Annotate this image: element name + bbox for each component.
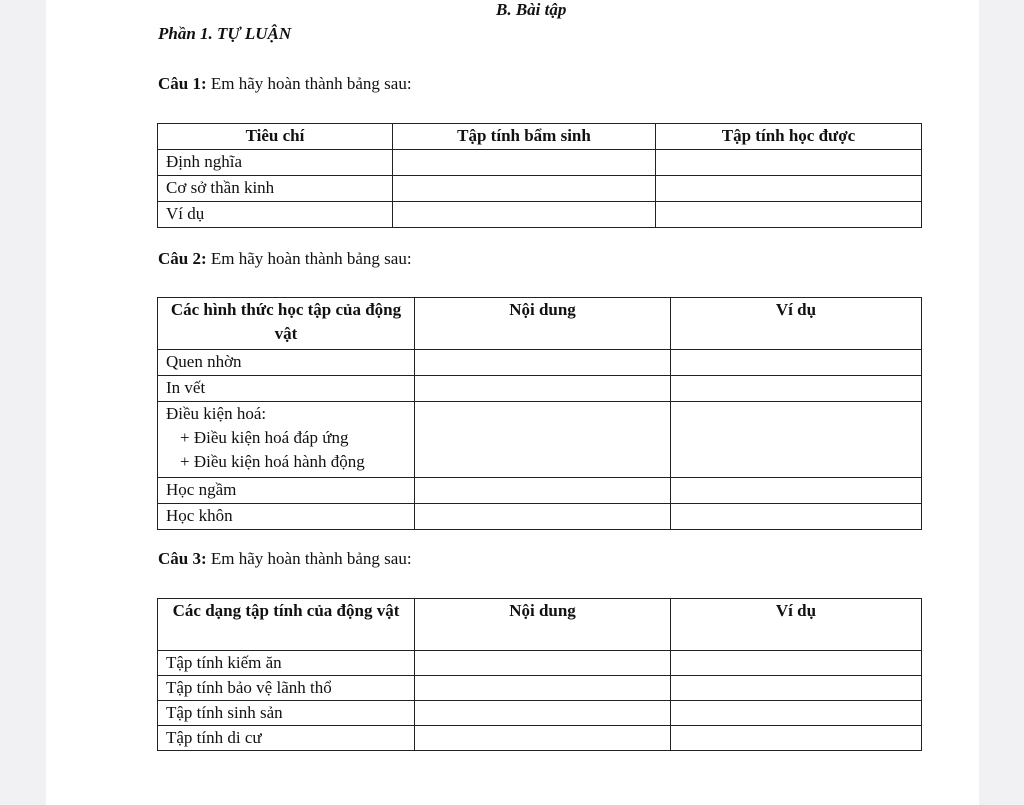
question-2-label: Câu 2:: [158, 249, 207, 268]
table-cell: [671, 726, 922, 751]
table-cell: [415, 350, 671, 376]
question-3-text: Em hãy hoàn thành bảng sau:: [206, 549, 412, 568]
question-1: [158, 74, 412, 94]
table-cell: [393, 176, 656, 202]
table-row: [158, 350, 922, 376]
table-row: [158, 676, 922, 701]
table-3-header-content: Nội dung: [415, 599, 671, 651]
table-1-header-learned: Tập tính học được: [656, 124, 922, 150]
table-cell: [656, 202, 922, 228]
table-1-row-label: Cơ sở thần kinh: [158, 176, 393, 202]
question-1-text: Em hãy hoàn thành bảng sau:: [206, 74, 412, 93]
table-2-header-forms: Các hình thức học tập của động vật: [158, 298, 415, 350]
conditioning-sub-item: + Điều kiện hoá hành động: [180, 452, 365, 471]
table-row: [158, 701, 922, 726]
table-cell: [671, 402, 922, 478]
table-1-row-label: Định nghĩa: [158, 150, 393, 176]
table-row: [158, 478, 922, 504]
table-cell: [415, 726, 671, 751]
table-row: [158, 202, 922, 228]
table-row: [158, 150, 922, 176]
table-row: [158, 726, 922, 751]
table-cell: [415, 651, 671, 676]
table-row: [158, 402, 922, 478]
table-1-header-criteria: Tiêu chí: [158, 124, 393, 150]
table-3-header-example: Ví dụ: [671, 599, 922, 651]
table-2: [157, 297, 922, 530]
table-2-header-example: Ví dụ: [671, 298, 922, 350]
question-3-label: Câu 3:: [158, 549, 207, 568]
table-row: [158, 376, 922, 402]
table-cell: [671, 676, 922, 701]
table-2-row-label: Học khôn: [158, 504, 415, 530]
table-3: [157, 598, 922, 751]
table-cell: [415, 676, 671, 701]
table-2-row-conditioning: [158, 402, 415, 478]
part-title: Phần 1. TỰ LUẬN: [158, 24, 292, 43]
table-cell: [671, 651, 922, 676]
table-cell: [671, 478, 922, 504]
table-1-header-row: [158, 124, 922, 150]
table-2-row-label: In vết: [158, 376, 415, 402]
table-row: [158, 176, 922, 202]
table-cell: [415, 402, 671, 478]
table-2-row-label: Quen nhờn: [158, 350, 415, 376]
table-3-row-label: Tập tính di cư: [158, 726, 415, 751]
table-3-header-types: Các dạng tập tính của động vật: [158, 599, 415, 651]
question-2: [158, 249, 412, 269]
table-2-row-label: Điều kiện hoá:: [166, 404, 267, 423]
table-2-header-content: Nội dung: [415, 298, 671, 350]
conditioning-sub-item: + Điều kiện hoá đáp ứng: [180, 428, 349, 447]
table-1: [157, 123, 922, 228]
table-cell: [656, 176, 922, 202]
table-cell: [415, 504, 671, 530]
table-row: [158, 504, 922, 530]
table-cell: [415, 701, 671, 726]
table-cell: [671, 350, 922, 376]
question-2-text: Em hãy hoàn thành bảng sau:: [206, 249, 412, 268]
table-3-header-row: [158, 599, 922, 651]
section-title: B. Bài tập: [496, 0, 567, 19]
table-cell: [393, 150, 656, 176]
table-cell: [671, 701, 922, 726]
question-1-label: Câu 1:: [158, 74, 207, 93]
table-2-row-label: Học ngầm: [158, 478, 415, 504]
question-3: [158, 549, 412, 569]
table-2-header-row: [158, 298, 922, 350]
table-cell: [656, 150, 922, 176]
table-1-header-innate: Tập tính bẩm sinh: [393, 124, 656, 150]
table-3-row-label: Tập tính bảo vệ lãnh thổ: [158, 676, 415, 701]
table-row: [158, 651, 922, 676]
table-3-row-label: Tập tính kiếm ăn: [158, 651, 415, 676]
table-3-row-label: Tập tính sinh sản: [158, 701, 415, 726]
document-page: [46, 0, 979, 805]
table-cell: [415, 376, 671, 402]
table-cell: [671, 376, 922, 402]
table-1-row-label: Ví dụ: [158, 202, 393, 228]
table-cell: [415, 478, 671, 504]
table-cell: [671, 504, 922, 530]
table-cell: [393, 202, 656, 228]
